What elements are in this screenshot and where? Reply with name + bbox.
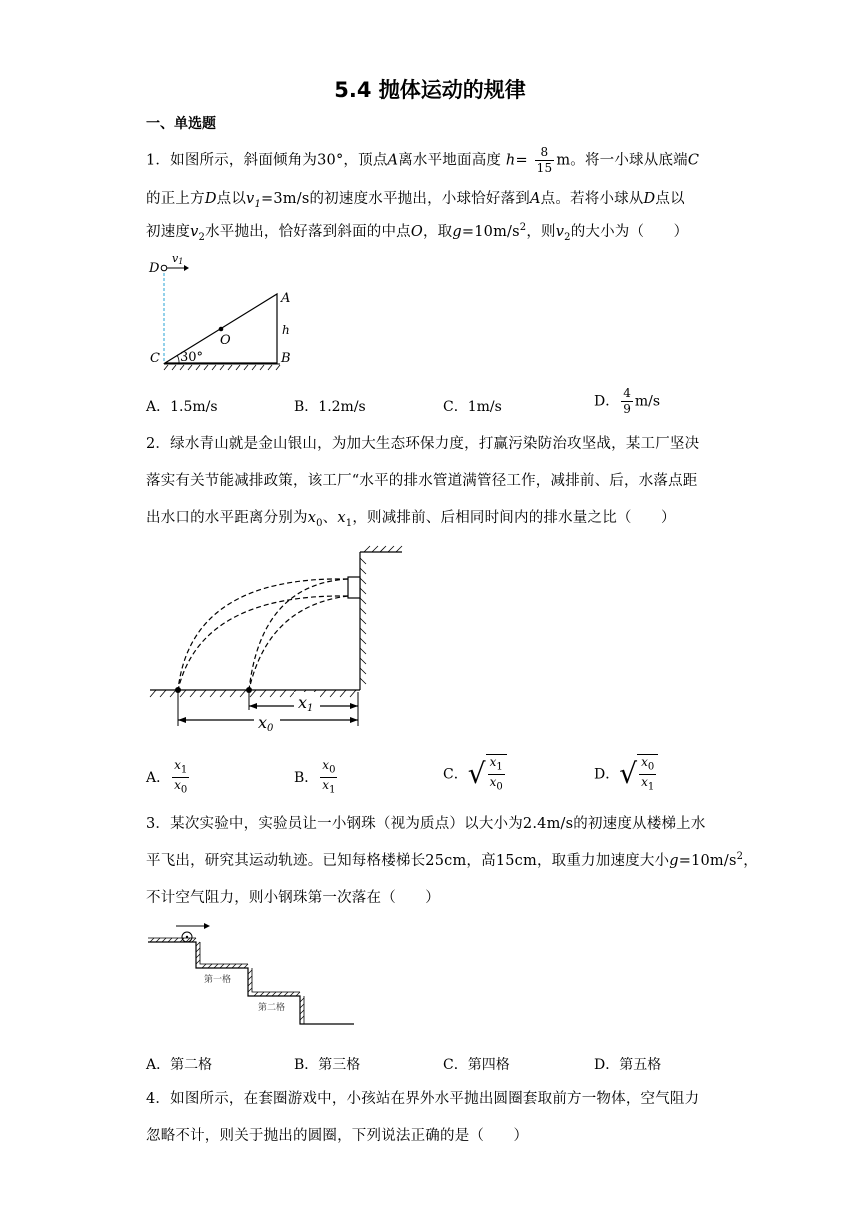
q1-height-fraction: $\frac{8}{15}$ <box>536 145 553 175</box>
q3-option-c[interactable]: C．第四格 <box>443 1057 510 1073</box>
label-h: h <box>282 323 290 337</box>
q2-option-a[interactable]: A． $\frac{x_1}{x_0}$ <box>146 758 188 796</box>
q1-option-c[interactable]: C．1m/s <box>443 399 502 415</box>
label-v1: v1 <box>172 252 184 266</box>
q1-incline-figure <box>140 250 300 375</box>
q3-option-d[interactable]: D．第五格 <box>594 1057 662 1073</box>
q3-option-a[interactable]: A．第二格 <box>146 1057 213 1073</box>
label-x1: x1 <box>298 693 314 714</box>
q3-line-2: 平飞出，研究其运动轨迹。已知每格楼梯长25cm，高15cm，取重力加速度大小$g=10m/s^2$， <box>146 851 758 869</box>
label-x0: x0 <box>258 713 274 734</box>
q1-line-1: 1．如图所示，斜面倾角为30°，顶点A离水平地面高度 h= $\frac{8}{15}$ m。将一小球从底端C <box>146 145 700 175</box>
label-b: B <box>281 351 291 366</box>
q2-option-c[interactable]: C．√ $\frac{x_1}{x_0}$ <box>443 754 507 795</box>
q2-line-3: 出水口的水平距离分别为$x_0$、$x_1$，则减排前、后相同时间内的排水量之比（ ） <box>146 510 676 529</box>
q2-drain-figure <box>146 544 411 734</box>
q4-line-1: 4．如图所示，在套圈游戏中，小孩站在界外水平抛出圆圈套取前方一物体，空气阻力 <box>146 1091 700 1107</box>
step-1-label: 第一格 <box>204 975 232 985</box>
q1-line-3: 初速度$v_2$水平抛出，恰好落到斜面的中点O，取$g=10m/s^2$，则$v_2$的大小为（ ） <box>146 222 689 243</box>
q2-line-1: 2．绿水青山就是金山银山，为加大生态环保力度，打赢污染防治攻坚战，某工厂坚决 <box>146 436 700 452</box>
q1-line-2: 的正上方D点以$v_1=3m/s$的初速度水平抛出，小球恰好落到A点。若将小球从D点以 <box>146 191 685 210</box>
label-d: D <box>149 261 160 276</box>
q3-line-3: 不计空气阻力，则小钢珠第一次落在（ ） <box>146 890 440 906</box>
q2-option-d[interactable]: D．√ $\frac{x_0}{x_1}$ <box>594 754 658 795</box>
q2-line-2: 落实有关节能减排政策，该工厂“水平的排水管道满管径工作，减排前、后，水落点距 <box>146 473 698 489</box>
q2-option-b[interactable]: B． $\frac{x_0}{x_1}$ <box>294 758 336 796</box>
label-a: A <box>281 291 291 306</box>
q1-option-b[interactable]: B．1.2m/s <box>294 399 366 415</box>
label-c: C <box>150 351 160 366</box>
section-heading: 一、单选题 <box>146 116 216 132</box>
q3-stairs-figure <box>146 912 361 1036</box>
q1-option-d[interactable]: D． $\frac{4}{9}$ m/s <box>594 386 661 416</box>
step-2-label: 第二格 <box>258 1003 286 1013</box>
q4-line-2: 忽略不计，则关于抛出的圆圈，下列说法正确的是（ ） <box>146 1128 529 1144</box>
page-title: 5.4 抛体运动的规律 <box>334 78 526 102</box>
q3-option-b[interactable]: B．第三格 <box>294 1057 361 1073</box>
label-angle: 30° <box>180 350 204 365</box>
label-o: O <box>220 333 231 348</box>
q1-option-a[interactable]: A．1.5m/s <box>146 399 218 415</box>
q3-line-1: 3．某次实验中，实验员让一小钢珠（视为质点）以大小为2.4m/s的初速度从楼梯上水 <box>146 816 706 832</box>
